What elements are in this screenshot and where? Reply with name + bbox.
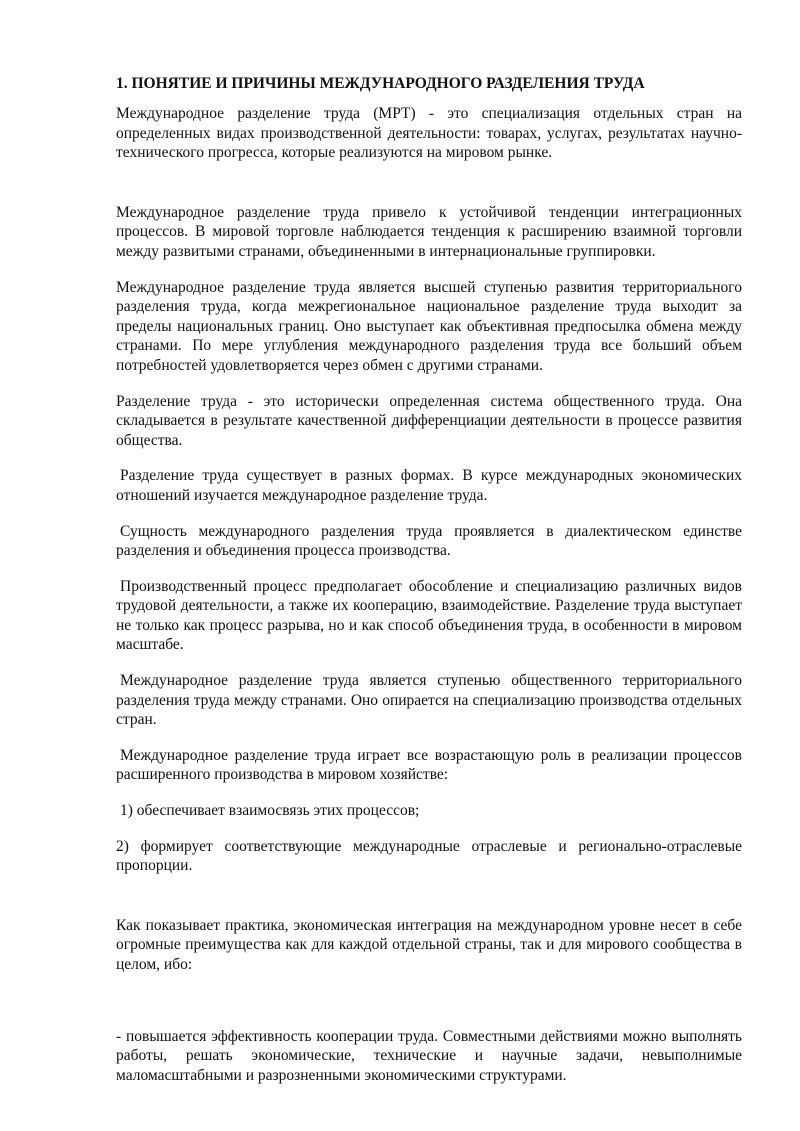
paragraph-integration: Международное разделение труда привело к устойчивой тенденции интеграционных процессов. В мировой торговле наблюдается тенденция к расширению взаимной торговли между развитыми странами, объединенными в интернациональные группировки. xyxy=(116,203,742,260)
paragraph-territorial-stage: Международное разделение труда является ступенью общественного территориального разделения труда между странами. Оно опирается на специализацию производства отдельных стран. xyxy=(116,672,742,729)
paragraph-practice: Как показывает практика, экономическая интеграция на международном уровне несет в себе огромные преимущества как для каждой отдельной страны, так и для мирового сообщества в целом, ибо: xyxy=(116,916,742,973)
paragraph-definition: Международное разделение труда (МРТ) - это специализация отдельных стран на определенных видах производственной деятельности: товарах, услугах, результатах научно-технического прогресса, которые реализуются на мировом рынке. xyxy=(116,105,742,162)
paragraph-essence: Сущность международного разделения труда проявляется в диалектическом единстве разделения и объединения процесса производства. xyxy=(116,522,742,560)
list-item-efficiency: - повышается эффективность кооперации труда. Совместными действиями можно выполнять работы, решать экономические, технические и научные задачи, невыполнимые маломасштабными и разрозненными экономическими структурами. xyxy=(116,1027,742,1084)
paragraph-forms: Разделение труда существует в разных формах. В курсе международных экономических отношений изучается международное разделение труда. xyxy=(116,467,742,504)
paragraph-production-process: Производственный процесс предполагает обособление и специализацию различных видов трудовой деятельности, а также их кооперацию, взаимодействие. Разделение труда выступает не только как процесс разрыва, но и как способ объединения труда, в особенности в мировом масштабе. xyxy=(116,577,742,654)
paragraph-highest-stage: Международное разделение труда является высшей ступенью развития территориального разделения труда, когда межрегиональное национальное разделение труда выходит за пределы национальных границ. Оно выступает как объективная предпосылка обмена между странами. По мере углубления международного разделения труда все больший объем потребностей удовлетворяется через обмен с другими странами. xyxy=(116,278,742,374)
paragraph-division-definition: Разделение труда - это исторически определенная система общественного труда. Она складывается в результате качественной дифференциации деятельности в процессе развития общества. xyxy=(116,392,742,449)
paragraph-growing-role: Международное разделение труда играет все возрастающую роль в реализации процессов расширенного производства в мировом хозяйстве: xyxy=(116,746,742,784)
list-item-2: 2) формирует соответствующие международные отраслевые и регионально-отраслевые пропорции. xyxy=(116,837,742,875)
section-heading: 1. ПОНЯТИЕ И ПРИЧИНЫ МЕЖДУНАРОДНОГО РАЗДЕЛЕНИЯ ТРУДА xyxy=(116,75,645,92)
document-page xyxy=(116,74,742,1101)
list-item-1: 1) обеспечивает взаимосвязь этих процессов; xyxy=(120,802,420,820)
